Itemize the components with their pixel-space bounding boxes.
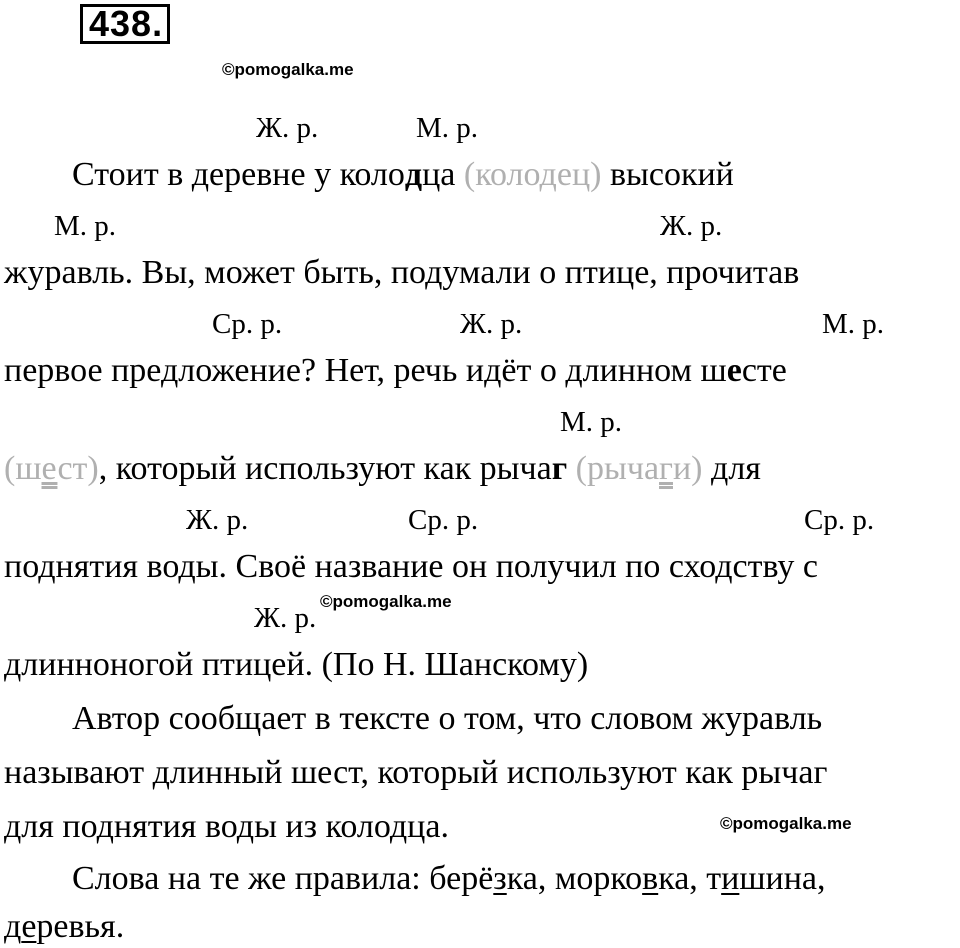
underlined-letter: е (21, 908, 37, 945)
text-line-7: Автор сообщает в тексте о том, что словом журавль (72, 700, 823, 737)
check-word-part: и) (672, 450, 703, 487)
text-line-3 (4, 352, 787, 390)
check-word-part: (коло (463, 156, 540, 193)
gender-tag-neuter: Ср. р. (804, 504, 875, 536)
watermark: ©pomogalka.me (320, 592, 452, 611)
gender-tag-masculine: М. р. (54, 210, 117, 242)
check-word (4, 450, 99, 487)
text-segment: ё (478, 860, 494, 897)
text-line-11 (4, 908, 124, 946)
gender-tag-feminine: Ж. р. (660, 210, 723, 242)
check-word (576, 450, 703, 487)
text-line-9: для поднятия воды из колодца. (4, 808, 449, 845)
highlighted-letter: г (551, 450, 568, 487)
text-segment: д (4, 908, 22, 945)
text-segment: ца (422, 156, 464, 193)
text-segment: Стоит в деревне у коло (72, 156, 405, 193)
gender-tag-masculine: М. р. (822, 308, 885, 340)
gender-tag-neuter: Ср. р. (212, 308, 283, 340)
gender-tag-feminine: Ж. р. (186, 504, 249, 536)
check-letter: е (41, 450, 58, 487)
text-segment: ревья. (36, 908, 125, 945)
underlined-letter: в (642, 860, 659, 897)
check-word-part: ст) (57, 450, 99, 487)
gender-tag-masculine: М. р. (416, 112, 479, 144)
text-segment: , который используют как рыча (98, 450, 552, 487)
gender-tag-neuter: Ср. р. (408, 504, 479, 536)
text-line-8: называют длинный шест, который используют как рычаг (4, 754, 828, 791)
text-segment: первое предложение? Нет, речь идёт о длинном ш (4, 352, 727, 389)
gender-tag-feminine: Ж. р. (460, 308, 523, 340)
gender-tag-feminine: Ж. р. (256, 112, 319, 144)
text-line-10 (72, 860, 826, 898)
text-segment: шина, (739, 860, 826, 897)
check-letter: г (659, 450, 673, 487)
text-segment: для (702, 450, 761, 487)
watermark: ©pomogalka.me (720, 814, 852, 833)
check-letter: д (539, 156, 557, 193)
text-segment: ка, т (658, 860, 722, 897)
gender-tag-feminine: Ж. р. (254, 602, 317, 634)
text-segment: ка, морко (506, 860, 643, 897)
text-line-6: длинноногой птицей. (По Н. Шанскому) (4, 646, 589, 683)
highlighted-letter: д (404, 156, 423, 193)
text-line-5: поднятия воды. Своё название он получил по сходству с (4, 548, 818, 585)
underlined-letter: з (493, 860, 507, 897)
text-segment (567, 450, 576, 487)
text-line-2: журавль. Вы, может быть, подумали о птице, прочитав (4, 254, 800, 291)
text-segment: высокий (601, 156, 734, 193)
text-segment: Слова на те же правила: бер (72, 860, 479, 897)
text-line-1 (72, 156, 734, 194)
check-word-part: ец) (556, 156, 602, 193)
underlined-letter: и (721, 860, 740, 897)
check-word-part: (ш (4, 450, 42, 487)
text-line-4 (4, 450, 761, 488)
check-word-part: (рыча (575, 450, 660, 487)
exercise-number: 438. (80, 4, 170, 44)
highlighted-letter: е (726, 352, 742, 389)
gender-tag-masculine: М. р. (560, 406, 623, 438)
text-segment: сте (741, 352, 787, 389)
check-word (464, 156, 602, 193)
watermark: ©pomogalka.me (222, 60, 354, 79)
